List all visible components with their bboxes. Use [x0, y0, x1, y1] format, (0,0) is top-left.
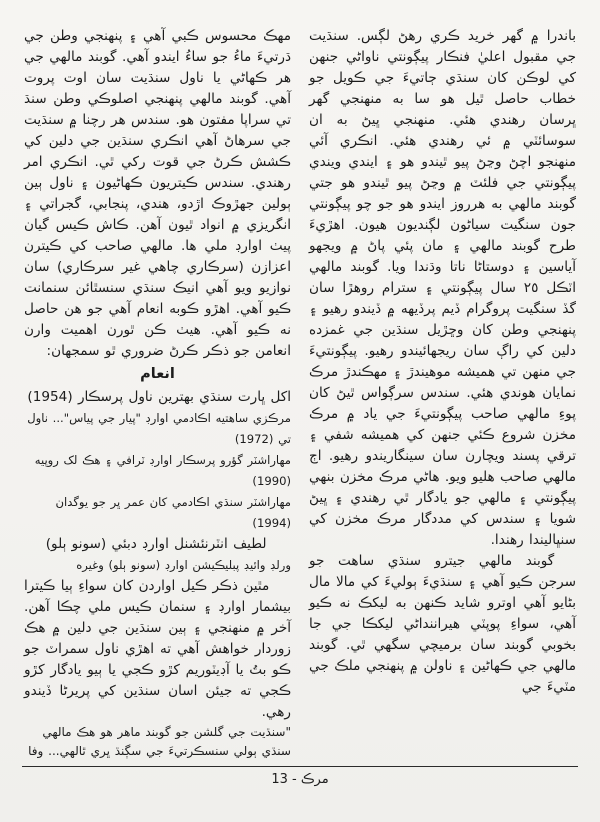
- section-heading: انعام: [140, 366, 175, 382]
- text-columns: [24, 26, 576, 761]
- column-left: [24, 26, 291, 761]
- award-line: ورلڊ وائيڊ پبليڪيشن اوارڊ (سونو ٻلو) وغيره: [76, 558, 291, 572]
- column-right: [309, 26, 576, 698]
- award-line: مرڪزي ساهتيه اڪادمي اوارڊ "پيار جي پياس"... ناول تي (1972): [27, 411, 291, 446]
- award-line: اکل ڀارت سنڌي بهترين ناول پرسڪار (1954): [27, 389, 291, 405]
- paragraph: مهڪ محسوس ڪبي آهي ۽ پنهنجي وطن جي ڌرتيءَ ماءُ جو ساءُ ايندو آهي. گوبند مالهي جي هر ڪهاڻي يا ناول سنڌيت سان اوت پروت آهي. گوبند مالهي پنهنجي اصلوڪي وطن سنڌ تي سراپا مفتون هو. سندس هر رچنا ۾ سنڌيت جي سرهاڻ آهي انڪري سنڌين جي دلين کي ڪشش ڪرڻ جي قوت رکي ٿي. انڪري امر رهندي. سندس ڪيتريون ڪهاڻيون ۽ ناول ٻين ٻولين جهڙوڪ اڙدو، هندي، پنجابي، گجراتي ۽ انگريزي ۾ انواد ٿيون آهن. ڪاش ڪيس گيان پيٺ اوارڊ ملي ها. مالهي صاحب کي ڪيترن اعزازن (سرڪاري چاهي غير سرڪاري) سان نوازيو ويو آهي انيڪ سنڌي سنسٿائن سنمانت ڪيو آهي. اهڙو ڪوبه انعام آهي جو هن حاصل نه ڪيو آهي. هيٺ ڪن ٿورن اهميت وارن انعامن جو ذڪر ڪرڻ ضروري ٿو سمجهان:: [24, 28, 291, 359]
- page-footer: [22, 766, 578, 787]
- award-line: مهاراشٽر سنڌي اڪادمي کان عمر ڀر جو يوگدان (1994): [55, 495, 291, 530]
- verse-line: "سنڌيت جي گلشن جو گوبند ماهر هو هڪ مالهي: [42, 725, 291, 739]
- award-line: مهاراشٽر گؤرو پرسڪار اوارڊ ٽرافي ۽ هڪ لک روپيه (1990): [34, 453, 291, 488]
- verse-line: سنڌي ٻولي سنسڪرتيءَ جي سڳنڌ ڀري ٿالهي... وفا: [28, 744, 291, 758]
- paragraph: گوبند مالهي جيترو سنڌي ساهت جو سرجن ڪيو آهي ۽ سنڌيءَ ٻوليءَ کي مالا مال بڻايو آهي اوترو شايد ڪنهن به ليکڪ نه ڪيو آهي، سواءِ پوپٽي هيراننداڻي ليکڪا جي جا بخوبي گوبند سان برميچي سگهي ٿي. گوبند مالهي جي ڪهاڻين ۽ ناولن ۾ پنهنجي ملڪ جي مٽيءَ جي: [309, 553, 576, 695]
- paragraph: مٿين ذڪر ڪيل اواردن کان سواءِ ٻيا ڪيترا بيشمار اوارڊ ۽ سنمان ڪيس ملي چڪا آهن. آخر ۾ منهنجي ۽ ٻين سنڌين جي دلين ۾ هڪ زوردار خواهش آهي ته اهڙي ناول سمراٽ جو ڪو بتُ يا آڊيٽوريم کڙو ڪجي يا ٻيو يادگار کڙو ڪجي ته جيئن اسان سنڌين کي پريرڻا ڏيندو رهي.: [24, 578, 291, 720]
- paragraph: باندرا ۾ گهر خريد ڪري رهڻ لڳس. سنڌيت جي مقبول اعليٰ فنڪار پيڳونتي ناواڻي جنهن کي لوڪن کان سنڌي ڄاتيءَ جي ڪويل جو خطاب حاصل ٿيل هو سا به منهنجي گهر ڀرسان رهندي هئي. منهنجي ڀيڻ به ان سوسائٽي ۾ ئي رهندي هئي. انڪري آئي منهنجو اچڻ وڃڻ پيو ٿيندو هو ۽ ايندي ويندي پيڳونتي جي فلئٽ ۾ وڃڻ پيو ٿيندو هو جتي گوبند مالهي به هرروز ايندو هو جو چو پيڳونتي جون سنگيت سياڻون لڳنديون هيون. اهڙيءَ طرح گوبند مالهي ۽ مان پئي پاڻ ۾ ويجهو آياسين ۽ دوستاڻا ناتا وڌندا ويا. گوبند مالهي اٽڪل ٢٥ سال پيڳونتي ۽ سترام روهڙا سان گڏ سنگيت پروگرام ڏيم پرڏيهه ۾ ڏيندو رهيو ۽ پنهنجي وطن کان وڇڙيل سنڌين جي غمزده دلين کي راڳ سان ريجهائيندو رهيو. پيڳونتيءَ جي منهن تي هميشه موهيندڙ ۽ مهڪندڙ مرڪ نمايان هوندي هئي. سندس سرڳواس ٿيڻ کان پوءِ مالهي صاحب پيڳونتيءَ جي ياد ۾ مرڪ مخزن شروع ڪئي جنهن کي هميشه شفي ۽ ترقي پسند ويچارن سان سينگاريندو رهيو. اڄ مالهي صاحب هليو ويو. هاڻي مرڪ مخزن بنهي پيڳونتي ۽ مالهي جو يادگار ٿي رهندي ۽ ڀيڻ شويا ۽ سندس کي مددگار مرڪ مخزن کي سنڀاليندا رهندا.: [309, 28, 576, 548]
- award-line: لطيف انٽرنئشنل اوارڊ دبئي (سونو ٻلو): [45, 536, 267, 552]
- page-number: مرڪ - 13: [271, 772, 329, 787]
